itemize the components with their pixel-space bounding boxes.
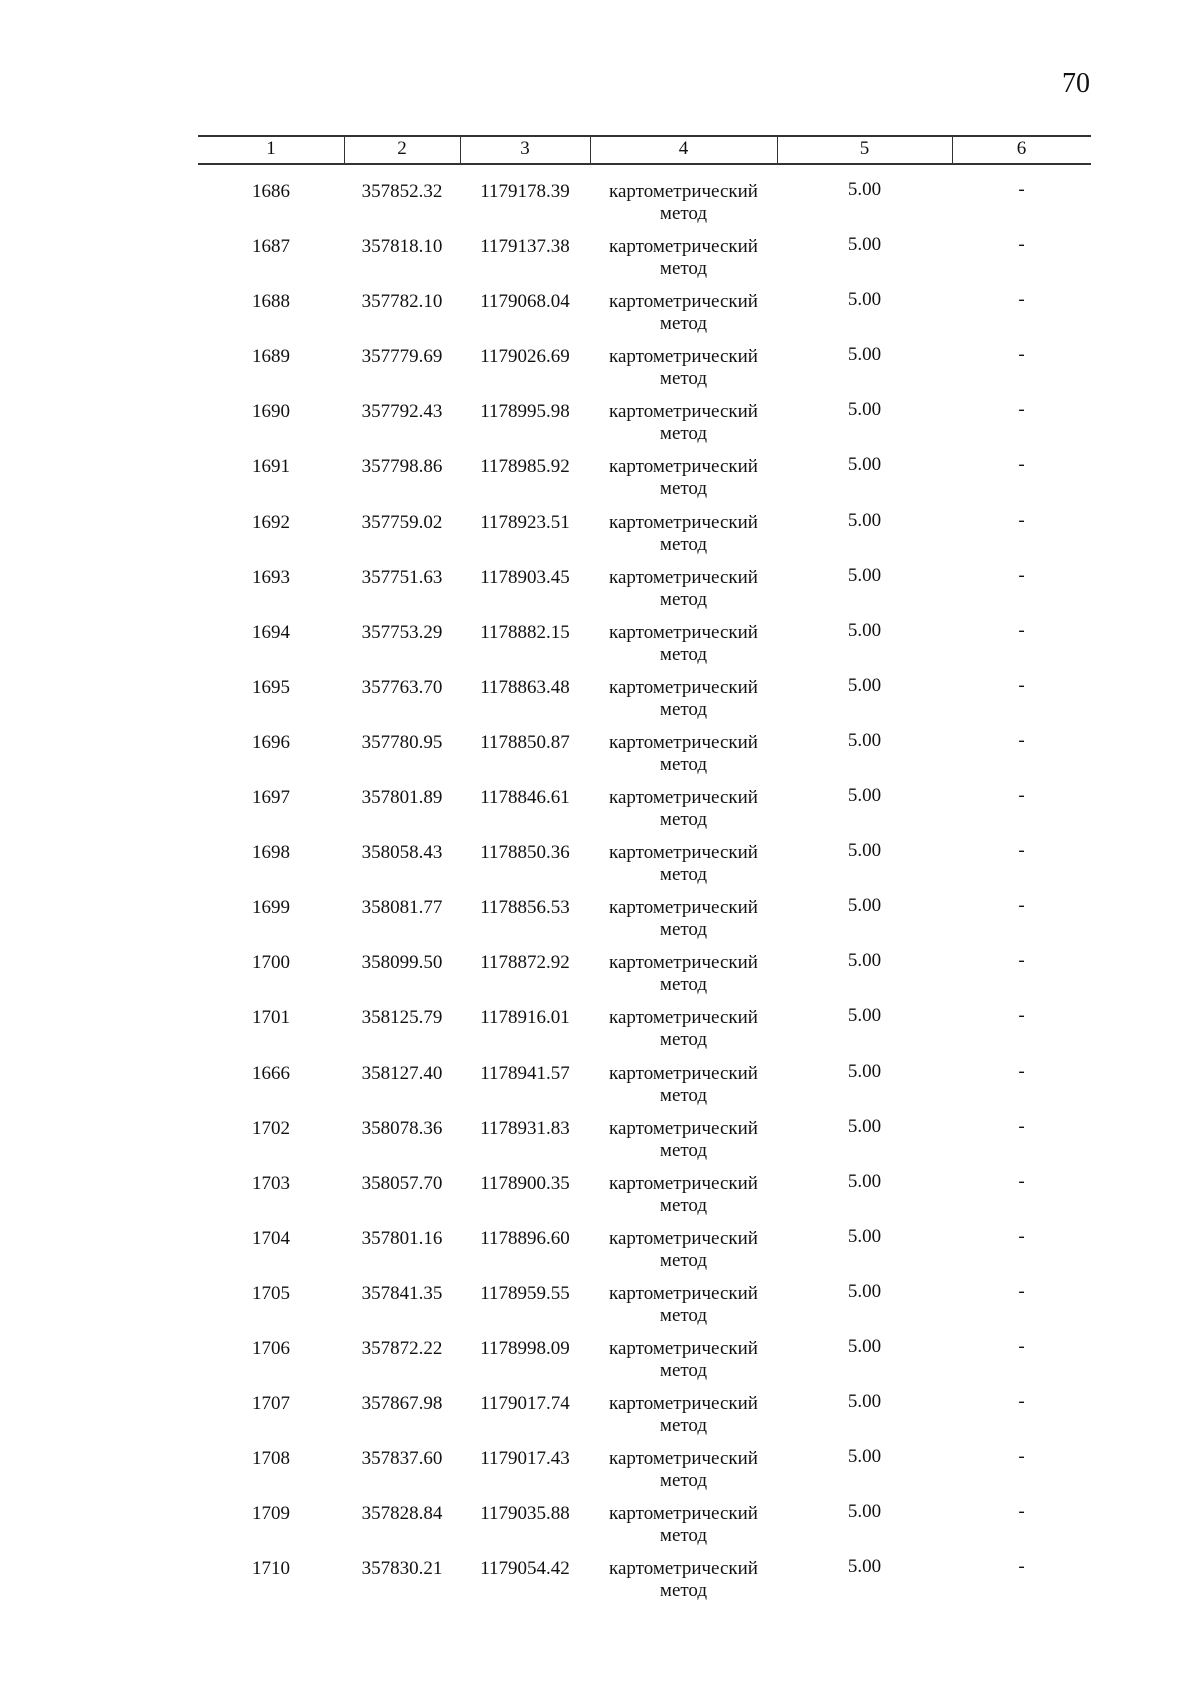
method-line-2: метод	[659, 203, 708, 224]
table-row	[198, 606, 1091, 665]
method-line-1: картометрический	[609, 621, 758, 643]
x-coordinate-cell: 357837.60	[361, 1448, 443, 1470]
point-number-cell: 1697	[252, 787, 290, 809]
note-cell: -	[1018, 674, 1025, 696]
method-cell	[590, 456, 777, 500]
method-cell	[590, 842, 777, 886]
point-number-cell: 1687	[252, 236, 290, 258]
table-row	[198, 275, 1091, 335]
method-line-2: метод	[659, 588, 708, 610]
method-line-2: метод	[659, 1580, 708, 1602]
accuracy-cell: 5.00	[847, 509, 882, 531]
method-line-2: метод	[659, 533, 708, 555]
method-line-2: метод	[659, 809, 708, 831]
accuracy-cell: 5.00	[847, 619, 882, 641]
point-number-cell: 1696	[252, 731, 290, 753]
note-cell: -	[1018, 454, 1025, 476]
table-row	[198, 165, 1091, 224]
method-line-2: метод	[659, 974, 708, 996]
point-number-cell: 1695	[252, 676, 290, 698]
point-number-cell: 1698	[252, 842, 290, 864]
point-number-cell: 1666	[252, 1062, 290, 1084]
x-coordinate-cell: 357852.32	[361, 181, 443, 202]
method-cell	[590, 1338, 777, 1382]
method-cell	[590, 622, 777, 666]
method-line-2: метод	[659, 643, 708, 665]
point-number-cell: 1689	[252, 346, 290, 368]
method-cell	[590, 1558, 777, 1602]
note-cell: -	[1018, 619, 1025, 641]
method-line-2: метод	[659, 1304, 708, 1326]
table-row	[198, 1432, 1091, 1492]
accuracy-cell: 5.00	[847, 1170, 882, 1192]
accuracy-cell: 5.00	[847, 840, 882, 862]
method-cell	[590, 346, 777, 390]
accuracy-cell: 5.00	[847, 1335, 882, 1357]
table-row	[198, 385, 1091, 445]
note-cell: -	[1018, 234, 1025, 256]
method-line-2: метод	[659, 368, 708, 390]
note-cell: -	[1018, 785, 1025, 807]
x-coordinate-cell: 357841.35	[361, 1282, 443, 1304]
table-row	[198, 1377, 1091, 1437]
method-cell	[590, 1448, 777, 1492]
method-cell	[590, 1503, 777, 1547]
note-cell: -	[1018, 1280, 1025, 1302]
y-coordinate-cell: 1178882.15	[480, 621, 570, 643]
table-row	[198, 220, 1091, 280]
y-coordinate-cell: 1179017.43	[480, 1448, 570, 1470]
method-line-2: метод	[659, 1139, 708, 1161]
note-cell: -	[1018, 729, 1025, 751]
table-row	[198, 1487, 1091, 1547]
method-line-1: картометрический	[609, 897, 758, 919]
x-coordinate-cell: 357867.98	[361, 1393, 443, 1415]
table-row	[198, 771, 1091, 831]
accuracy-cell: 5.00	[847, 674, 882, 696]
x-coordinate-cell: 357751.63	[361, 566, 443, 588]
method-line-2: метод	[659, 864, 708, 886]
x-coordinate-cell: 357780.95	[361, 731, 443, 753]
y-coordinate-cell: 1178995.98	[480, 401, 570, 423]
method-cell	[590, 1007, 777, 1051]
note-cell: -	[1018, 1115, 1025, 1137]
point-number-cell: 1693	[252, 566, 290, 588]
note-cell: -	[1018, 179, 1025, 200]
y-coordinate-cell: 1178896.60	[480, 1227, 570, 1249]
table-header	[198, 135, 1091, 165]
point-number-cell: 1703	[252, 1172, 290, 1194]
method-line-1: картометрический	[609, 1337, 758, 1359]
header-col-3: 3	[520, 138, 530, 159]
method-line-1: картометрический	[609, 1117, 758, 1139]
page-number: 70	[1062, 68, 1090, 99]
accuracy-cell: 5.00	[847, 289, 882, 311]
method-line-2: метод	[659, 1525, 708, 1547]
method-line-1: картометрический	[609, 1393, 758, 1415]
method-line-2: метод	[659, 753, 708, 775]
method-cell	[590, 1063, 777, 1107]
method-cell	[590, 512, 777, 556]
table-row	[198, 330, 1091, 390]
point-number-cell: 1700	[252, 952, 290, 974]
method-cell	[590, 952, 777, 996]
y-coordinate-cell: 1178903.45	[480, 566, 570, 588]
y-coordinate-cell: 1179026.69	[480, 346, 570, 368]
x-coordinate-cell: 358099.50	[361, 952, 443, 974]
y-coordinate-cell: 1178850.87	[480, 731, 570, 753]
y-coordinate-cell: 1178850.36	[480, 842, 570, 864]
method-line-2: метод	[659, 1029, 708, 1051]
x-coordinate-cell: 357779.69	[361, 346, 443, 368]
table-row	[198, 440, 1091, 500]
x-coordinate-cell: 357828.84	[361, 1503, 443, 1525]
method-cell	[590, 677, 777, 721]
point-number-cell: 1706	[252, 1337, 290, 1359]
method-line-1: картометрический	[609, 1558, 758, 1580]
method-line-1: картометрический	[609, 676, 758, 698]
accuracy-cell: 5.00	[847, 564, 882, 586]
method-line-1: картометрический	[609, 1282, 758, 1304]
point-number-cell: 1690	[252, 401, 290, 423]
accuracy-cell: 5.00	[847, 1005, 882, 1027]
method-line-2: метод	[659, 1415, 708, 1437]
accuracy-cell: 5.00	[847, 1391, 882, 1413]
accuracy-cell: 5.00	[847, 234, 882, 256]
coordinates-table	[198, 135, 1091, 1602]
accuracy-cell: 5.00	[847, 895, 882, 917]
y-coordinate-cell: 1179068.04	[480, 291, 570, 313]
method-line-2: метод	[659, 1194, 708, 1216]
method-cell	[590, 787, 777, 831]
y-coordinate-cell: 1178863.48	[480, 676, 570, 698]
header-col-6: 6	[1016, 138, 1027, 159]
table-body	[198, 165, 1091, 1602]
accuracy-cell: 5.00	[847, 785, 882, 807]
table-row	[198, 991, 1091, 1051]
accuracy-cell: 5.00	[847, 179, 882, 200]
accuracy-cell: 5.00	[847, 950, 882, 972]
method-line-1: картометрический	[609, 1007, 758, 1029]
y-coordinate-cell: 1178998.09	[480, 1337, 570, 1359]
point-number-cell: 1699	[252, 897, 290, 919]
y-coordinate-cell: 1179035.88	[480, 1503, 570, 1525]
method-line-2: метод	[659, 1359, 708, 1381]
method-line-1: картометрический	[609, 787, 758, 809]
method-line-1: картометрический	[609, 566, 758, 588]
method-cell	[590, 1118, 777, 1162]
point-number-cell: 1707	[252, 1393, 290, 1415]
method-line-1: картометрический	[609, 511, 758, 533]
note-cell: -	[1018, 1225, 1025, 1247]
header-col-4: 4	[678, 138, 689, 159]
point-number-cell: 1710	[252, 1558, 290, 1580]
method-cell	[590, 1173, 777, 1217]
note-cell: -	[1018, 840, 1025, 862]
method-cell	[590, 181, 777, 225]
note-cell: -	[1018, 1556, 1025, 1578]
x-coordinate-cell: 357801.16	[361, 1227, 443, 1249]
x-coordinate-cell: 357830.21	[361, 1558, 443, 1580]
accuracy-cell: 5.00	[847, 1556, 882, 1578]
method-cell	[590, 291, 777, 335]
method-cell	[590, 567, 777, 611]
table-row	[198, 1212, 1091, 1271]
y-coordinate-cell: 1179137.38	[480, 236, 570, 258]
accuracy-cell: 5.00	[847, 1225, 882, 1247]
table-row	[198, 1102, 1091, 1161]
method-line-1: картометрический	[609, 1172, 758, 1194]
method-cell	[590, 732, 777, 776]
table-row	[198, 936, 1091, 996]
accuracy-cell: 5.00	[847, 1060, 882, 1082]
point-number-cell: 1691	[252, 456, 290, 478]
y-coordinate-cell: 1178856.53	[480, 897, 570, 919]
method-line-2: метод	[659, 423, 708, 445]
x-coordinate-cell: 357872.22	[361, 1337, 443, 1359]
table-row	[198, 826, 1091, 886]
accuracy-cell: 5.00	[847, 1501, 882, 1523]
method-cell	[590, 236, 777, 280]
y-coordinate-cell: 1179178.39	[480, 181, 570, 202]
table-row	[198, 661, 1091, 720]
note-cell: -	[1018, 344, 1025, 366]
x-coordinate-cell: 357759.02	[361, 511, 443, 533]
method-line-2: метод	[659, 258, 708, 280]
note-cell: -	[1018, 564, 1025, 586]
x-coordinate-cell: 357798.86	[361, 456, 443, 478]
point-number-cell: 1704	[252, 1227, 290, 1249]
method-cell	[590, 401, 777, 445]
x-coordinate-cell: 357818.10	[361, 236, 443, 258]
note-cell: -	[1018, 895, 1025, 917]
x-coordinate-cell: 358081.77	[361, 897, 443, 919]
note-cell: -	[1018, 509, 1025, 531]
note-cell: -	[1018, 1170, 1025, 1192]
point-number-cell: 1705	[252, 1282, 290, 1304]
table-row	[198, 496, 1091, 555]
table-row	[198, 1542, 1091, 1602]
note-cell: -	[1018, 289, 1025, 311]
x-coordinate-cell: 358127.40	[361, 1062, 443, 1084]
accuracy-cell: 5.00	[847, 1446, 882, 1468]
note-cell: -	[1018, 1335, 1025, 1357]
method-line-1: картометрический	[609, 1062, 758, 1084]
point-number-cell: 1688	[252, 291, 290, 313]
method-line-1: картометрический	[609, 236, 758, 258]
method-line-2: метод	[659, 919, 708, 941]
y-coordinate-cell: 1178959.55	[480, 1282, 570, 1304]
note-cell: -	[1018, 1446, 1025, 1468]
table-row	[198, 551, 1091, 610]
method-line-1: картометрический	[609, 731, 758, 753]
method-cell	[590, 1283, 777, 1327]
note-cell: -	[1018, 1501, 1025, 1523]
method-line-1: картометрический	[609, 181, 758, 202]
method-line-2: метод	[659, 313, 708, 335]
method-line-1: картометрический	[609, 346, 758, 368]
table-row	[198, 881, 1091, 941]
y-coordinate-cell: 1178941.57	[480, 1062, 570, 1084]
y-coordinate-cell: 1179017.74	[480, 1393, 570, 1415]
accuracy-cell: 5.00	[847, 344, 882, 366]
header-col-2: 2	[397, 138, 407, 159]
table-row	[198, 716, 1091, 775]
point-number-cell: 1709	[252, 1503, 290, 1525]
table-row	[198, 1322, 1091, 1381]
method-line-1: картометрический	[609, 1227, 758, 1249]
x-coordinate-cell: 358058.43	[361, 842, 443, 864]
note-cell: -	[1018, 1391, 1025, 1413]
point-number-cell: 1702	[252, 1117, 290, 1139]
note-cell: -	[1018, 950, 1025, 972]
point-number-cell: 1701	[252, 1007, 290, 1029]
method-line-2: метод	[659, 1084, 708, 1106]
x-coordinate-cell: 357782.10	[361, 291, 443, 313]
table-row	[198, 1267, 1091, 1326]
y-coordinate-cell: 1178916.01	[480, 1007, 570, 1029]
point-number-cell: 1692	[252, 511, 290, 533]
method-line-1: картометрический	[609, 456, 758, 478]
x-coordinate-cell: 357763.70	[361, 676, 443, 698]
point-number-cell: 1708	[252, 1448, 290, 1470]
y-coordinate-cell: 1178872.92	[480, 952, 570, 974]
method-line-2: метод	[659, 1249, 708, 1271]
accuracy-cell: 5.00	[847, 1115, 882, 1137]
method-line-1: картометрический	[609, 291, 758, 313]
accuracy-cell: 5.00	[847, 454, 882, 476]
method-line-1: картометрический	[609, 952, 758, 974]
table-row	[198, 1157, 1091, 1216]
header-col-5: 5	[859, 138, 870, 159]
method-cell	[590, 1393, 777, 1437]
accuracy-cell: 5.00	[847, 399, 882, 421]
x-coordinate-cell: 357753.29	[361, 621, 443, 643]
note-cell: -	[1018, 1060, 1025, 1082]
y-coordinate-cell: 1179054.42	[480, 1558, 570, 1580]
y-coordinate-cell: 1178923.51	[480, 511, 570, 533]
method-line-1: картометрический	[609, 842, 758, 864]
x-coordinate-cell: 357792.43	[361, 401, 443, 423]
x-coordinate-cell: 358057.70	[361, 1172, 443, 1194]
method-line-1: картометрический	[609, 401, 758, 423]
point-number-cell: 1686	[252, 181, 290, 202]
y-coordinate-cell: 1178900.35	[480, 1172, 570, 1194]
method-line-1: картометрический	[609, 1503, 758, 1525]
accuracy-cell: 5.00	[847, 729, 882, 751]
point-number-cell: 1694	[252, 621, 290, 643]
accuracy-cell: 5.00	[847, 1280, 882, 1302]
x-coordinate-cell: 358078.36	[361, 1117, 443, 1139]
method-cell	[590, 1228, 777, 1272]
method-line-2: метод	[659, 478, 708, 500]
note-cell: -	[1018, 1005, 1025, 1027]
note-cell: -	[1018, 399, 1025, 421]
x-coordinate-cell: 357801.89	[361, 787, 443, 809]
y-coordinate-cell: 1178931.83	[480, 1117, 570, 1139]
method-line-2: метод	[659, 1470, 708, 1492]
x-coordinate-cell: 358125.79	[361, 1007, 443, 1029]
header-col-1: 1	[266, 138, 276, 159]
y-coordinate-cell: 1178846.61	[480, 787, 570, 809]
method-line-2: метод	[659, 698, 708, 720]
method-cell	[590, 897, 777, 941]
method-line-1: картометрический	[609, 1448, 758, 1470]
y-coordinate-cell: 1178985.92	[480, 456, 570, 478]
table-row	[198, 1047, 1091, 1106]
